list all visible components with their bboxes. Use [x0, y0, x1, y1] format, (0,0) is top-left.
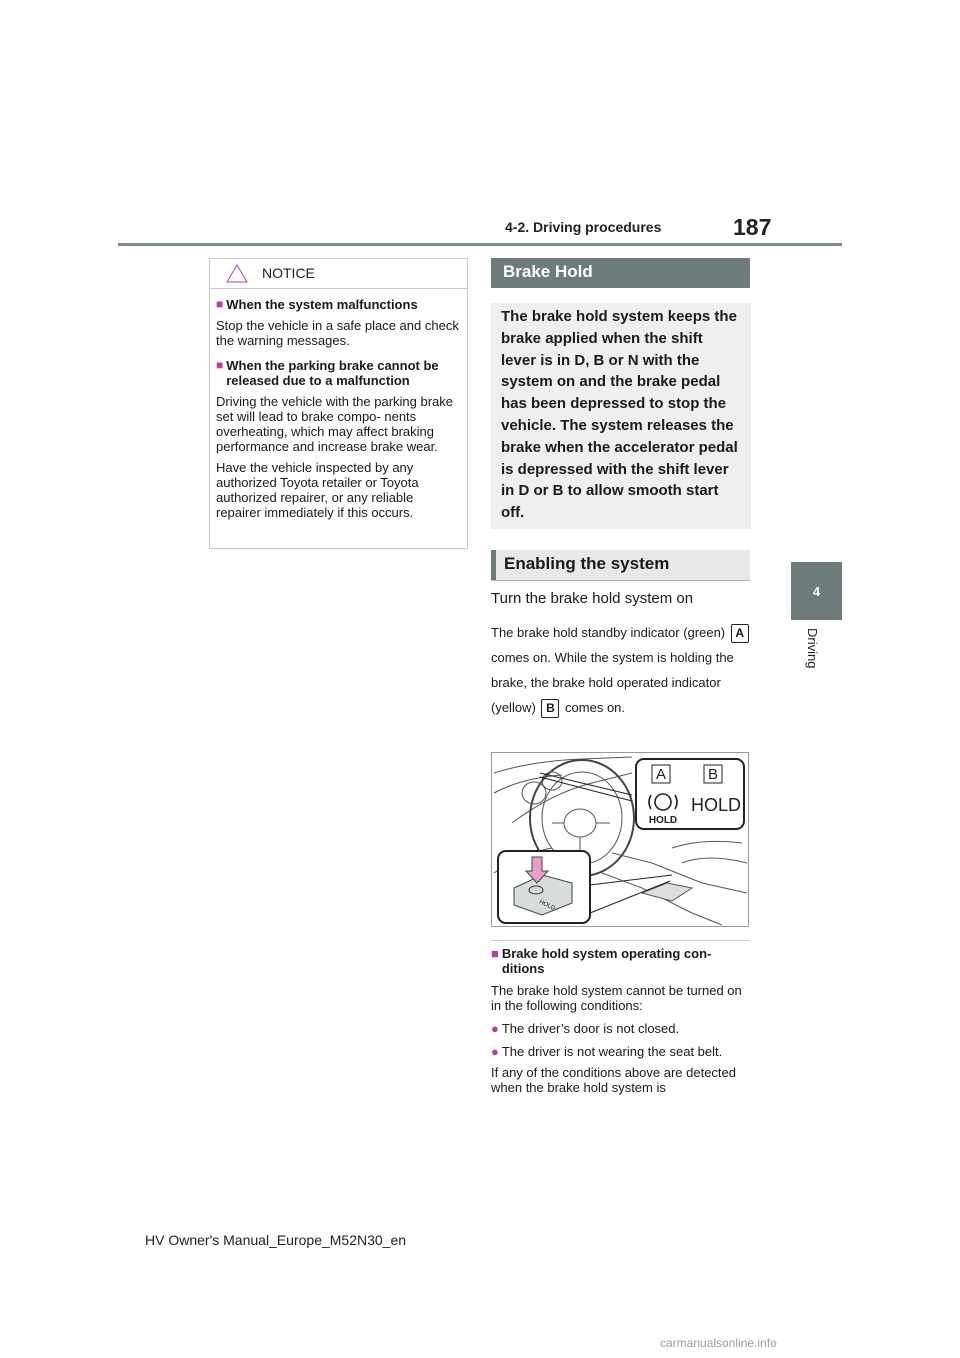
notice-paragraph: Driving the vehicle with the parking brake set will lead to brake compo- nents overheating, which may affect braking performance and increase brake wear. [216, 394, 454, 454]
description-part: The brake hold standby indicator (green) [491, 625, 726, 640]
square-bullet-icon: ■ [216, 358, 224, 372]
indicator-a-text: HOLD [648, 815, 678, 826]
step-description [491, 620, 751, 720]
watermark: carmanualsonline.info [660, 1336, 777, 1350]
brake-hold-summary [491, 303, 751, 529]
enabling-title: Enabling the system [504, 554, 670, 573]
brake-hold-heading [491, 258, 750, 288]
conditions-heading [491, 946, 751, 976]
dashboard-illustration [492, 753, 748, 926]
enabling-divider [491, 580, 750, 581]
page-number: 187 [733, 214, 772, 240]
summary-text: The brake hold system keeps the brake applied when the shift lever is in D, B or N with the system on and the brake pedal has been depressed to stop the vehicle. The system releases the brake when the accelerator pedal is depressed with the shift lever in D or B to allow smooth start off. [501, 308, 738, 522]
brake-hold-illustration [491, 752, 749, 927]
callout-tag-b: B [541, 699, 559, 718]
conditions-intro: The brake hold system cannot be turned on in the following conditions: [491, 983, 742, 1013]
chapter-tab: 4 [791, 562, 842, 620]
condition-bullet [491, 1021, 756, 1036]
notice-title: NOTICE [262, 265, 315, 281]
switch-text: HOLD [538, 899, 556, 912]
brake-hold-title: Brake Hold [503, 262, 593, 281]
header-divider [118, 243, 842, 246]
square-bullet-icon: ■ [216, 297, 224, 311]
notice-subheading [216, 297, 459, 312]
figure-label-a: A [655, 766, 667, 783]
notice-box [209, 258, 468, 549]
notice-header [210, 259, 467, 289]
description-part: comes on. [565, 700, 626, 715]
conditions-outro: If any of the conditions above are detected when the brake hold system is [491, 1065, 737, 1095]
circle-bullet-icon: ● [491, 1044, 499, 1059]
callout-tag-a: A [731, 624, 749, 643]
notice-paragraph: Stop the vehicle in a safe place and check the warning messages. [216, 318, 459, 348]
step-instruction: Turn the brake hold system on [491, 590, 694, 607]
notice-subheading [216, 358, 459, 388]
notice-paragraph: Have the vehicle inspected by any authorized Toyota retailer or Toyota authorized repairer, or any reliable repairer immediately if this occurs. [216, 460, 419, 520]
condition-text: The driver’s door is not closed. [501, 1021, 680, 1036]
figure-label-b: B [707, 766, 719, 783]
conditions-heading-text: Brake hold system operating con- ditions [501, 946, 712, 976]
notice-subheading-text: When the system malfunctions [226, 297, 418, 312]
chapter-name: Driving [805, 628, 820, 669]
figure-divider [491, 940, 750, 941]
indicator-b-text: HOLD [690, 795, 742, 815]
notice-subheading-text: When the parking brake cannot be released due to a malfunction [226, 358, 439, 388]
warning-triangle-icon [226, 264, 248, 283]
manual-footer: HV Owner's Manual_Europe_M52N30_en [145, 1232, 407, 1248]
condition-bullet [491, 1044, 756, 1059]
notice-body [210, 289, 467, 520]
circle-bullet-icon: ● [491, 1021, 499, 1036]
condition-text: The driver is not wearing the seat belt. [501, 1044, 723, 1059]
enabling-heading [491, 550, 750, 580]
section-title: 4-2. Driving procedures [505, 219, 662, 235]
description-part: comes on. While the system is holding the brake, the brake hold operated indicator (yellow) [491, 650, 734, 715]
square-bullet-icon: ■ [491, 946, 499, 961]
